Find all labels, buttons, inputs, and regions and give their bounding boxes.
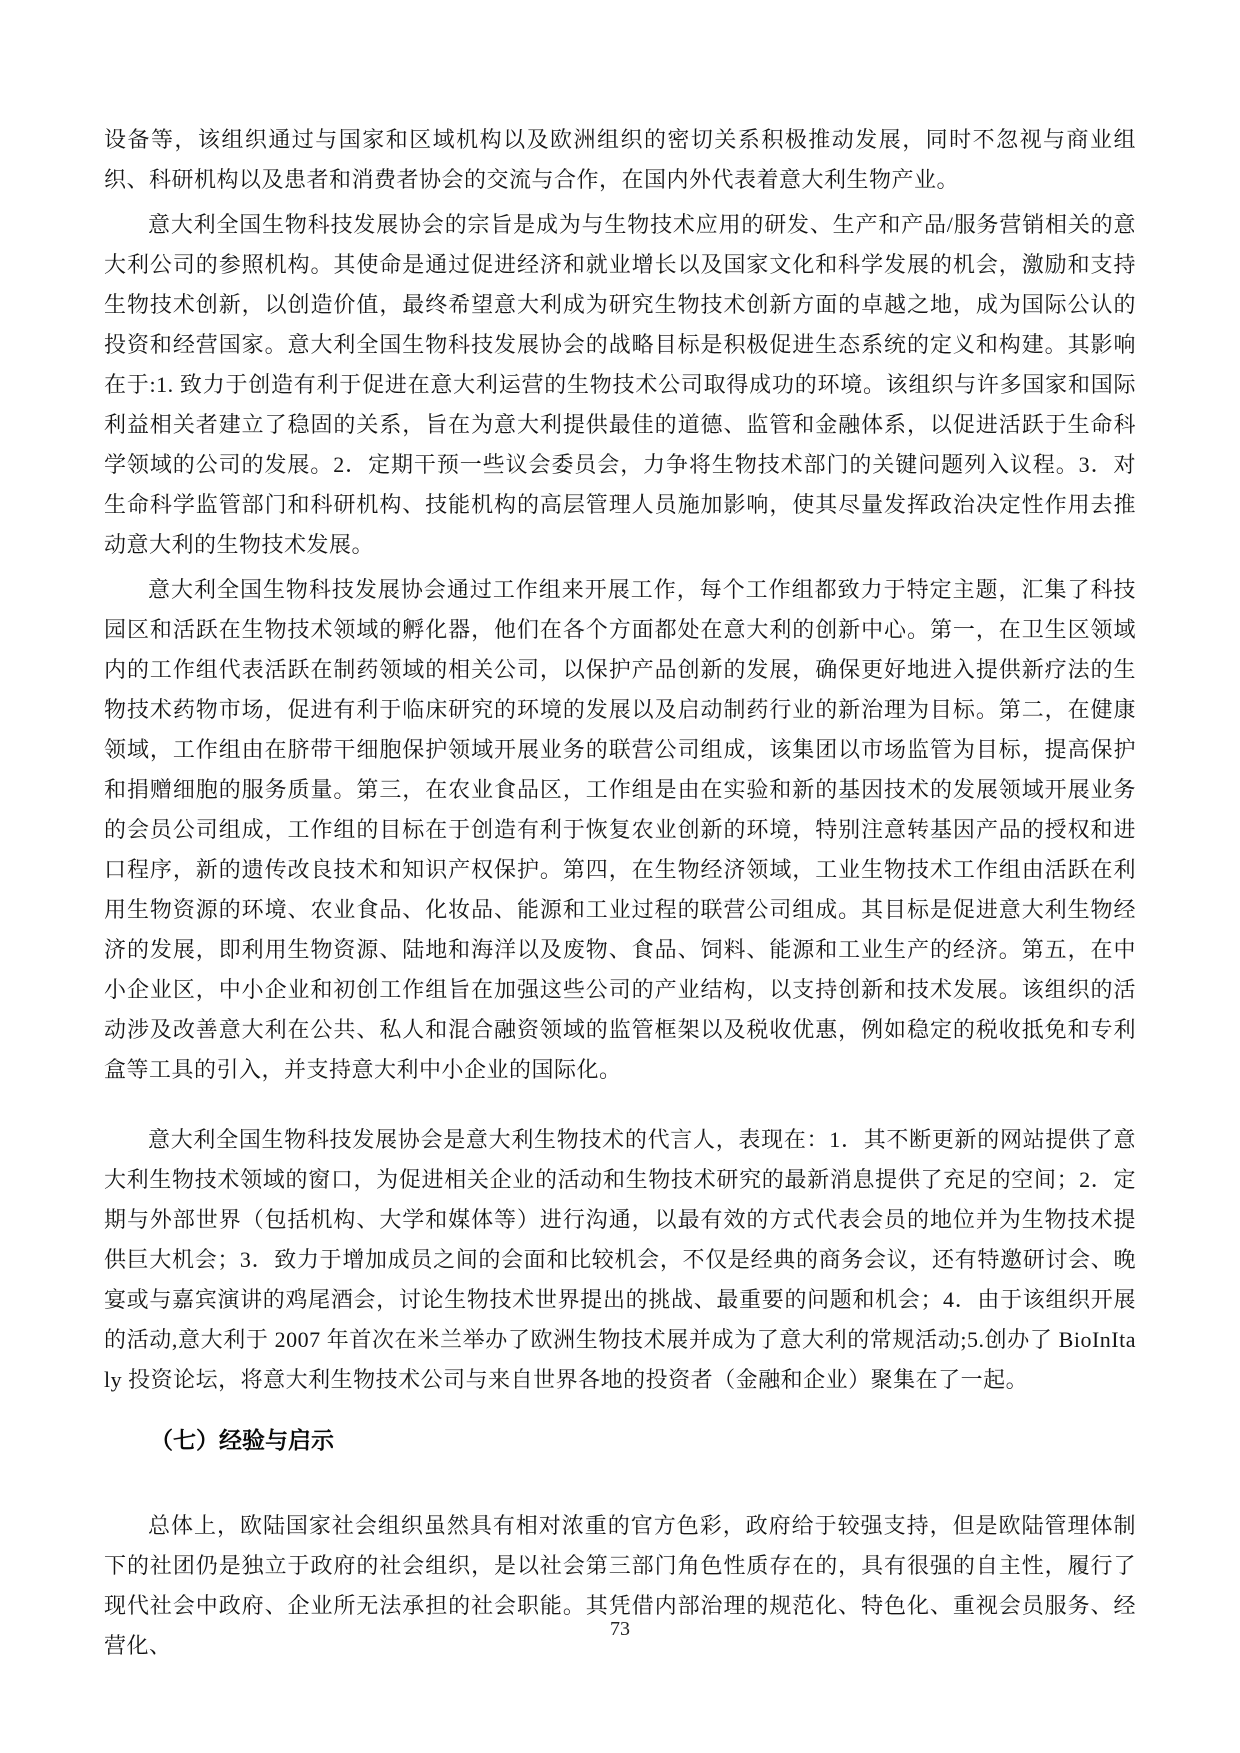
paragraph-summary: 总体上，欧陆国家社会组织虽然具有相对浓重的官方色彩，政府给于较强支持，但是欧陆管理体制下的社团仍是独立于政府的社会组织，是以社会第三部门角色性质存在的，具有很强的自主性，履行了现代社会中政府、企业所无法承担的社会职能。其凭借内部治理的规范化、特色化、重视会员服务、经营化、 bbox=[104, 1513, 1136, 1658]
section-heading: （七）经验与启示 bbox=[150, 1427, 334, 1453]
paragraph-continuation: 设备等，该组织通过与国家和区域机构以及欧洲组织的密切关系积极推动发展，同时不忽视与商业组织、科研机构以及患者和消费者协会的交流与合作，在国内外代表着意大利生物产业。 bbox=[104, 127, 1136, 192]
page-number: 73 bbox=[610, 1618, 630, 1640]
paragraph-workgroups: 意大利全国生物科技发展协会通过工作组来开展工作，每个工作组都致力于特定主题，汇集了科技园区和活跃在生物技术领域的孵化器，他们在各个方面都处在意大利的创新中心。第一，在卫生区领域内的工作组代表活跃在制药领域的相关公司，以保护产品创新的发展，确保更好地进入提供新疗法的生物技术药物市场，促进有利于临床研究的环境的发展以及启动制药行业的新治理为目标。第二，在健康领域，工作组由在脐带干细胞保护领域开展业务的联营公司组成，该集团以市场监管为目标，提高保护和捐赠细胞的服务质量。第三，在农业食品区，工作组是由在实验和新的基因技术的发展领域开展业务的会员公司组成，工作组的目标在于创造有利于恢复农业创新的环境，特别注意转基因产品的授权和进口程序，新的遗传改良技术和知识产权保护。第四，在生物经济领域，工业生物技术工作组由活跃在利用生物资源的环境、农业食品、化妆品、能源和工业过程的联营公司组成。其目标是促进意大利生物经济的发展，即利用生物资源、陆地和海洋以及废物、食品、饲料、能源和工业生产的经济。第五，在中小企业区，中小企业和初创工作组旨在加强这些公司的产业结构，以支持创新和技术发展。该组织的活动涉及改善意大利在公共、私人和混合融资领域的监管框架以及税收优惠，例如稳定的税收抵免和专利盒等工具的引入，并支持意大利中小企业的国际化。 bbox=[104, 577, 1136, 1082]
paragraph-mission: 意大利全国生物科技发展协会的宗旨是成为与生物技术应用的研发、生产和产品/服务营销相关的意大利公司的参照机构。其使命是通过促进经济和就业增长以及国家文化和科学发展的机会，激励和支持生物技术创新，以创造价值，最终希望意大利成为研究生物技术创新方面的卓越之地，成为国际公认的投资和经营国家。意大利全国生物科技发展协会的战略目标是积极促进生态系统的定义和构建。其影响在于:1. 致力于创造有利于促进在意大利运营的生物技术公司取得成功的环境。该组织与许多国家和国际利益相关者建立了稳固的关系，旨在为意大利提供最佳的道德、监管和金融体系，以促进活跃于生命科学领域的公司的发展。2．定期干预一些议会委员会，力争将生物技术部门的关键问题列入议程。3．对生命科学监管部门和科研机构、技能机构的高层管理人员施加影响，使其尽量发挥政治决定性作用去推动意大利的生物技术发展。 bbox=[104, 212, 1136, 557]
paragraph-spokesperson: 意大利全国生物科技发展协会是意大利生物技术的代言人，表现在：1．其不断更新的网站提供了意大利生物技术领域的窗口，为促进相关企业的活动和生物技术研究的最新消息提供了充足的空间；2．定期与外部世界（包括机构、大学和媒体等）进行沟通，以最有效的方式代表会员的地位并为生物技术提供巨大机会；3．致力于增加成员之间的会面和比较机会，不仅是经典的商务会议，还有特邀研讨会、晚宴或与嘉宾演讲的鸡尾酒会，讨论生物技术世界提出的挑战、最重要的问题和机会；4．由于该组织开展的活动,意大利于 2007 年首次在米兰举办了欧洲生物技术展并成为了意大利的常规活动;5.创办了 BioInItaly 投资论坛，将意大利生物技术公司与来自世界各地的投资者（金融和企业）聚集在了一起。 bbox=[104, 1127, 1136, 1392]
